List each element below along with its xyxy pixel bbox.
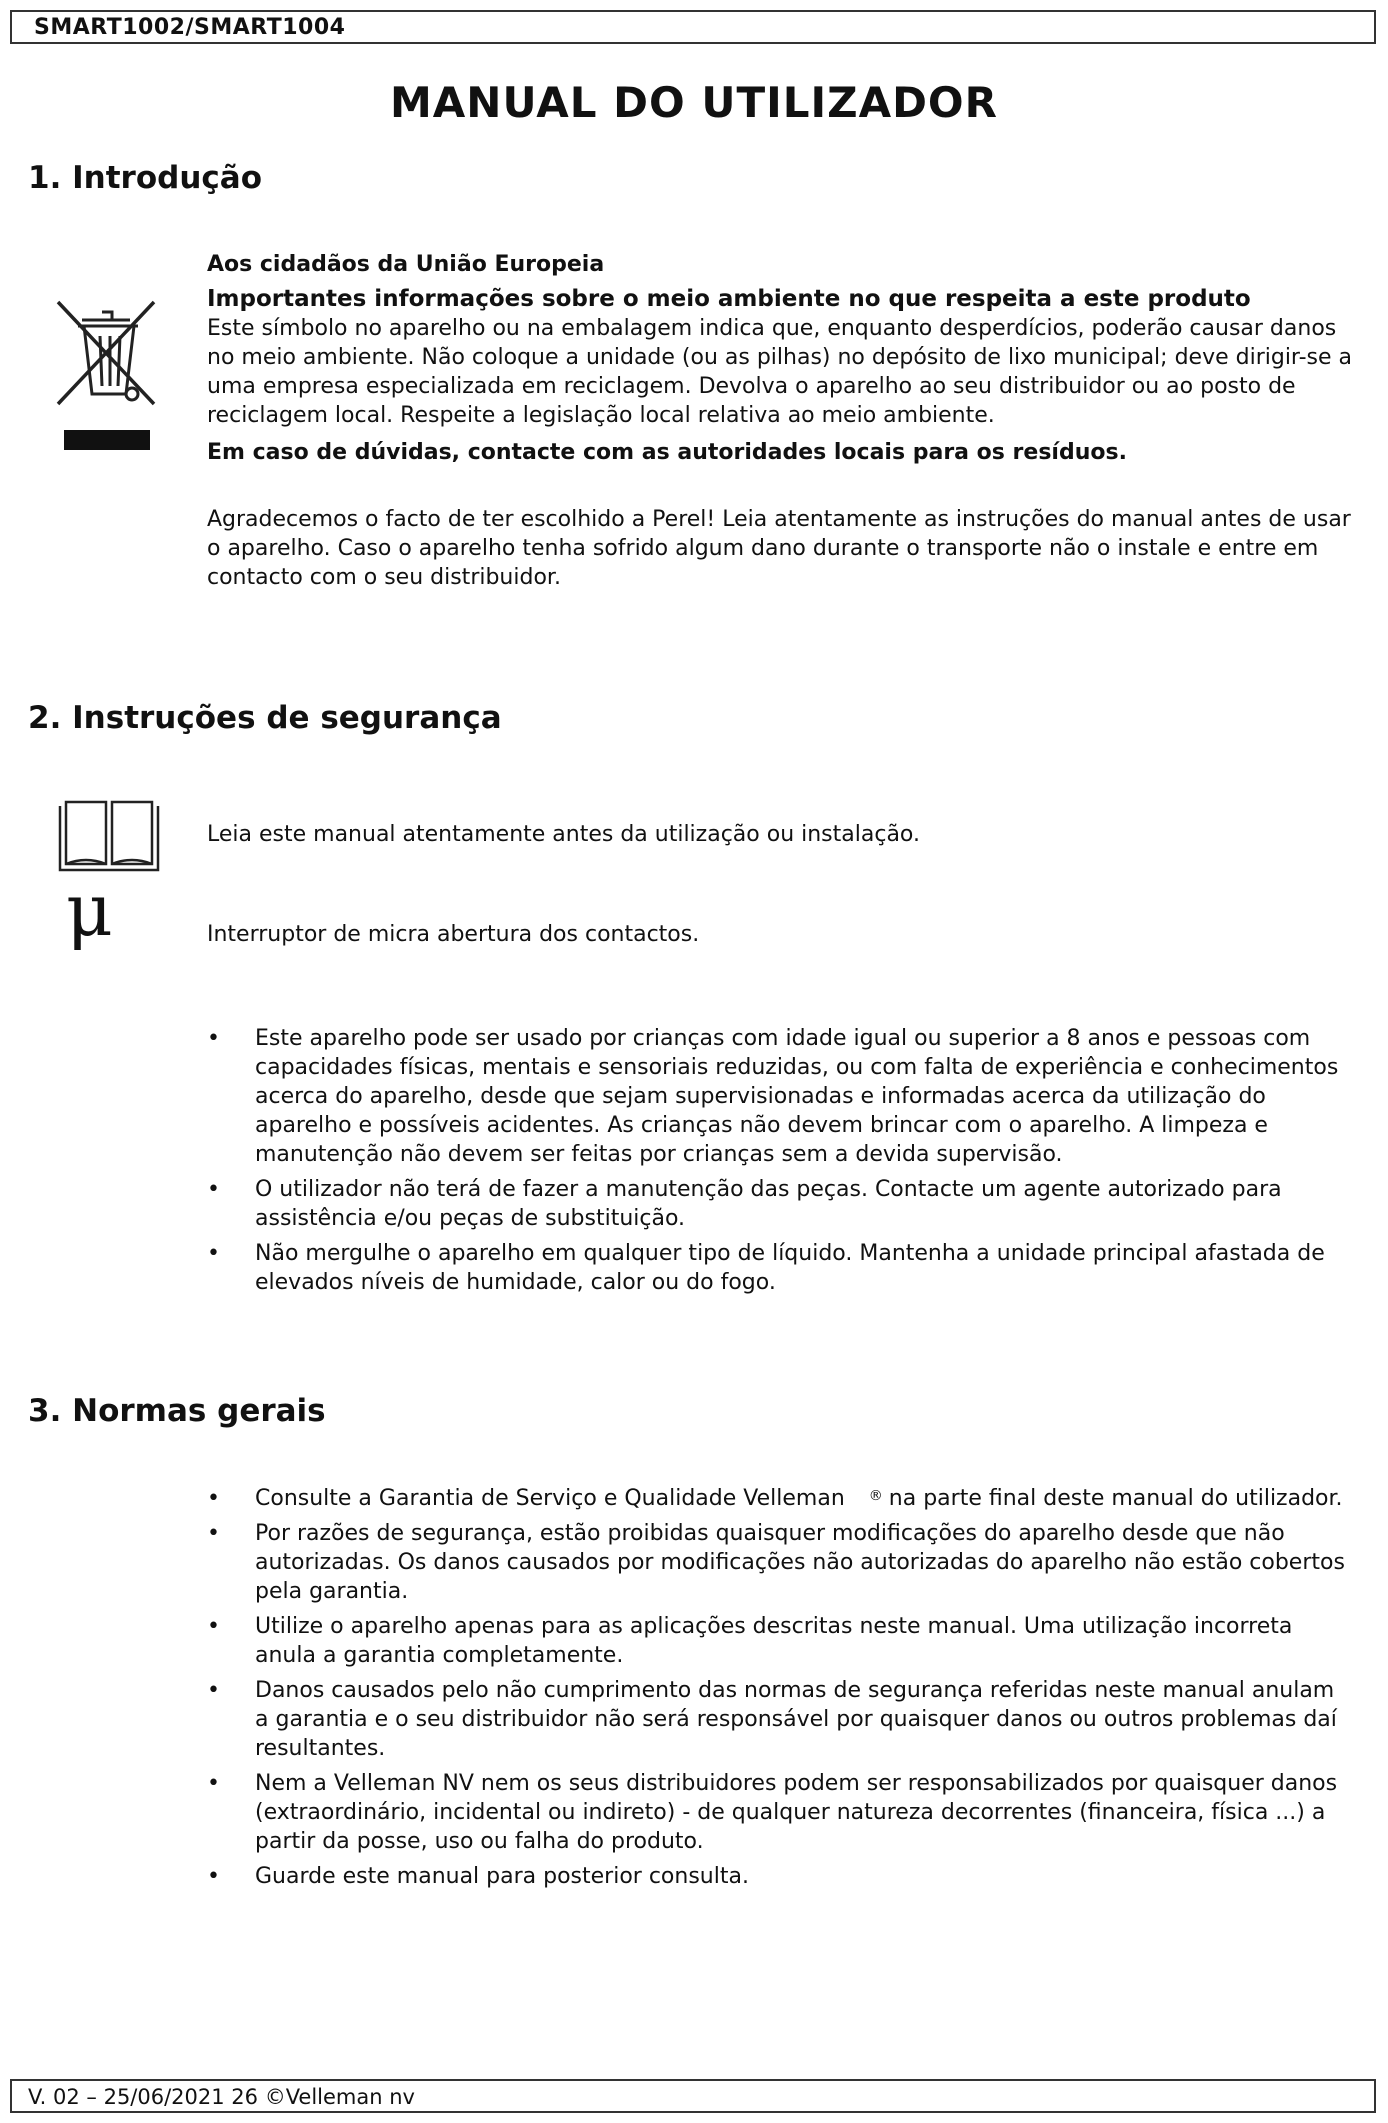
list-item: • Danos causados pelo não cumprimento das normas de segurança referidas neste manual anulam a garantia e o seu distribuidor não será responsável por quaisquer danos ou outros problemas daí resultantes.	[207, 1676, 1347, 1763]
eu-info-block	[207, 250, 1357, 592]
list-item: • O utilizador não terá de fazer a manutenção das peças. Contacte um agente autorizado para assistência e/ou peças de substituição.	[207, 1175, 1347, 1233]
read-manual-text: Leia este manual atentamente antes da utilização ou instalação.	[207, 822, 920, 847]
env-text: Este símbolo no aparelho ou na embalagem indica que, enquanto desperdícios, poderão causar danos no meio ambiente. Não coloque a unidade (ou as pilhas) no depósito de lixo municipal; deve dirigir-se a uma empresa especializada em reciclagem. Devolva o aparelho ao seu distribuidor ou ao posto de reciclagem local. Respeite a legislação local relativa ao meio ambiente.	[207, 316, 1352, 428]
velleman-warranty-text-end: na parte final deste manual do utilizador.	[888, 1486, 1343, 1511]
footer-text: V. 02 – 25/06/2021 26 ©Velleman nv	[28, 2085, 415, 2109]
weee-bin-icon	[54, 298, 158, 458]
section-2-heading: 2. Instruções de segurança	[28, 700, 502, 736]
micro-switch-symbol-icon: μ	[66, 868, 113, 952]
list-item: • Este aparelho pode ser usado por crianças com idade igual ou superior a 8 anos e pessoas com capacidades físicas, mentais e sensoriais reduzidas, ou com falta de experiência e conhecimentos acerca do aparelho, desde que sejam supervisionadas e informadas acerca da utilização do aparelho e possíveis acidentes. As crianças não devem brincar com o aparelho. A limpeza e manutenção não devem ser feitas por crianças sem a devida supervisão.	[207, 1024, 1347, 1169]
list-item	[207, 1484, 1347, 1513]
model-label: SMART1002/SMART1004	[34, 15, 346, 40]
list-item: • Não mergulhe o aparelho em qualquer tipo de líquido. Mantenha a unidade principal afastada de elevados níveis de humidade, calor ou do fogo.	[207, 1239, 1347, 1297]
list-item: • Guarde este manual para posterior consulta.	[207, 1862, 1347, 1891]
doubts-text: Em caso de dúvidas, contacte com as autoridades locais para os resíduos.	[207, 440, 1127, 465]
env-heading: Importantes informações sobre o meio ambiente no que respeita a este produto	[207, 286, 1251, 312]
section-3-heading: 3. Normas gerais	[28, 1393, 326, 1429]
general-norms-bullet-list	[207, 1484, 1347, 1897]
micro-switch-text: Interruptor de micra abertura dos contactos.	[207, 922, 700, 947]
header-box	[10, 10, 1376, 44]
list-item: • Utilize o aparelho apenas para as aplicações descritas neste manual. Uma utilização incorreta anula a garantia completamente.	[207, 1612, 1347, 1670]
velleman-warranty-text: Consulte a Garantia de Serviço e Qualidade Velleman	[255, 1486, 845, 1511]
footer-box	[10, 2079, 1376, 2113]
list-item: • Nem a Velleman NV nem os seus distribuidores podem ser responsabilizados por quaisquer danos (extraordinário, incidental ou indireto) - de qualquer natureza decorrentes (financeira, física ...) a partir da posse, uso ou falha do produto.	[207, 1769, 1347, 1856]
thanks-text: Agradecemos o facto de ter escolhido a Perel! Leia atentamente as instruções do manual antes de usar o aparelho. Caso o aparelho tenha sofrido algum dano durante o transporte não o instale e entre em contacto com o seu distribuidor.	[207, 507, 1351, 590]
page-title: MANUAL DO UTILIZADOR	[390, 78, 998, 127]
section-1-heading: 1. Introdução	[28, 160, 262, 196]
read-manual-book-icon	[56, 794, 162, 874]
registered-mark: ®	[868, 1488, 883, 1504]
safety-bullet-list	[207, 1024, 1347, 1303]
list-item: • Por razões de segurança, estão proibidas quaisquer modificações do aparelho desde que não autorizadas. Os danos causados por modificações não autorizadas do aparelho não estão cobertos pela garantia.	[207, 1519, 1347, 1606]
eu-heading: Aos cidadãos da União Europeia	[207, 252, 605, 277]
